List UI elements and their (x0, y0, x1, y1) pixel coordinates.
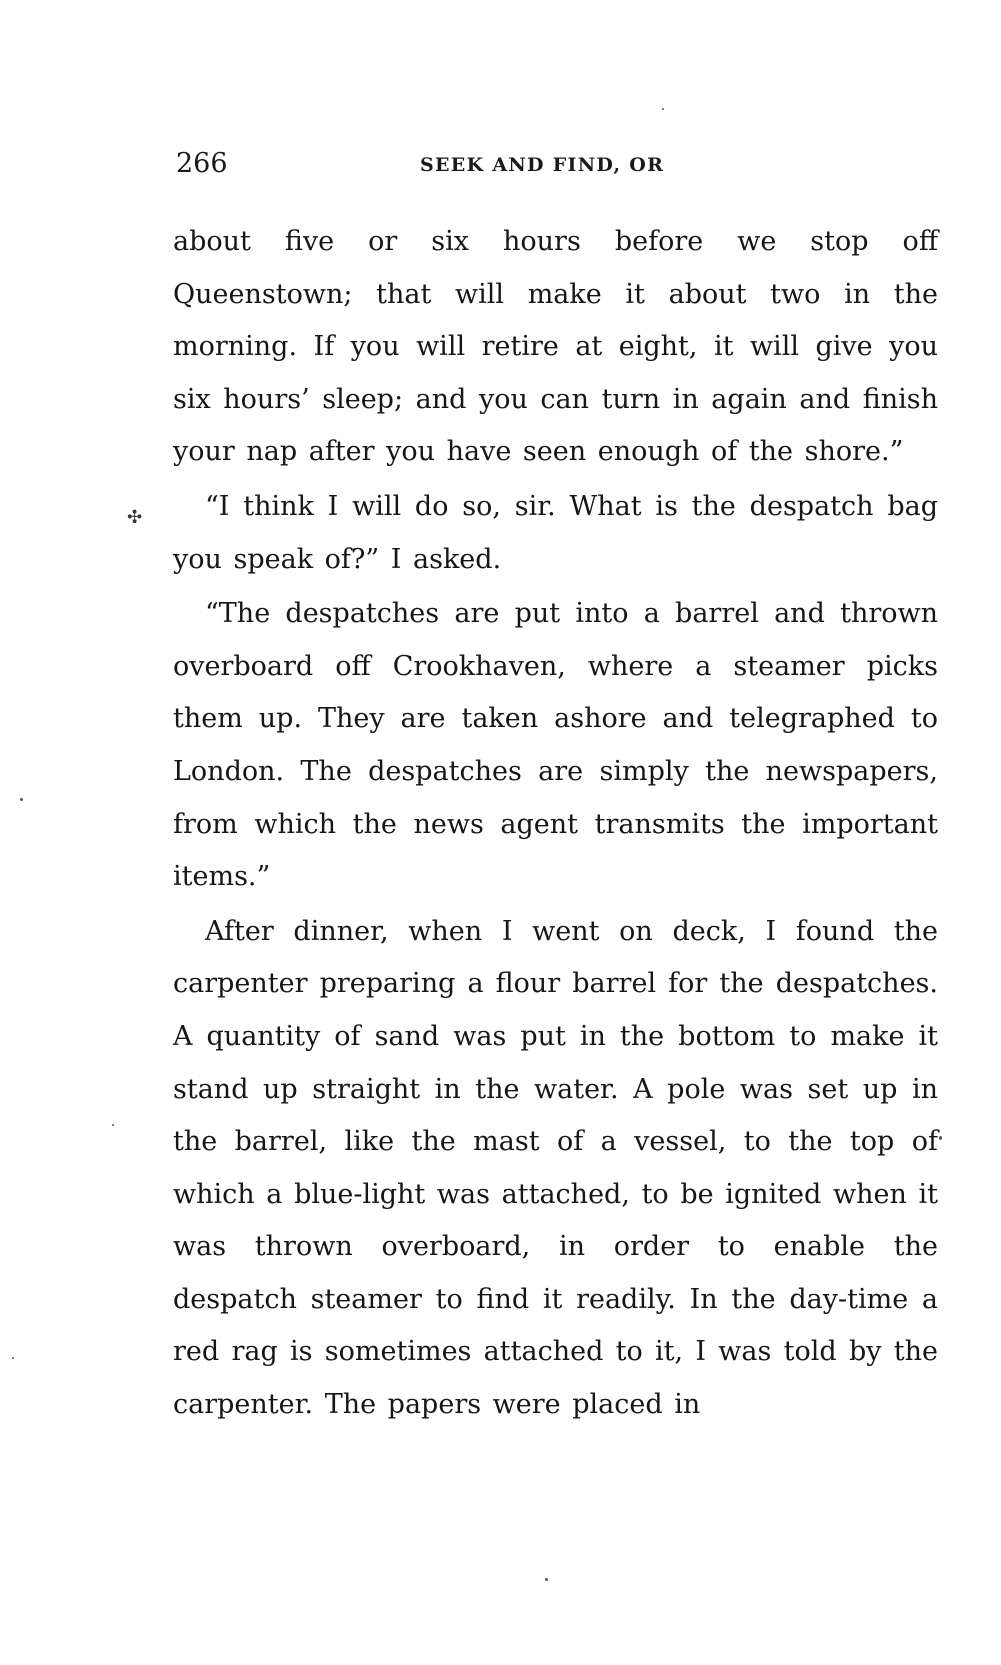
margin-mark-icon: ✣ (127, 507, 143, 528)
paper-speck (20, 798, 23, 801)
paragraph-2: “I think I will do so, sir. What is the despatch bag you speak of?” I asked. (173, 490, 938, 575)
paragraph-1: about five or six hours before we stop off Queenstown; that will make it about two in the morning. If you will retire at eight, it will give you six hours’ sleep; and you can turn in again and finish your nap after you have seen enough of the shore.” (173, 226, 938, 468)
paper-speck (662, 108, 664, 110)
paragraph-4: After dinner, when I went on deck, I found the carpenter preparing a flour barrel for the despatches. A quantity of sand was put in the bottom to make it stand up straight in the water. A pole was set up in the barrel, like the mast of a vessel, to the top of which a blue-light was attached, to be ignited when it was thrown overboard, in order to enable the despatch steamer to find it readily. In the day-time a red rag is sometimes attached to it, I was told by the carpenter. The papers were placed in (173, 915, 938, 1421)
page-header (176, 144, 936, 184)
page-number: 266 (176, 148, 228, 179)
paper-speck (939, 1136, 942, 1140)
paper-speck (112, 1124, 114, 1126)
paragraph-3: “The despatches are put into a barrel and thrown overboard off Crookhaven, where a steamer picks them up. They are taken ashore and telegraphed to London. The despatches are simply the newspapers, from which the news agent transmits the important items.” (173, 598, 938, 893)
body-text (173, 216, 938, 1432)
running-head: SEEK AND FIND, OR (420, 154, 665, 176)
paper-speck (545, 1578, 548, 1581)
paper-speck (12, 1357, 14, 1359)
